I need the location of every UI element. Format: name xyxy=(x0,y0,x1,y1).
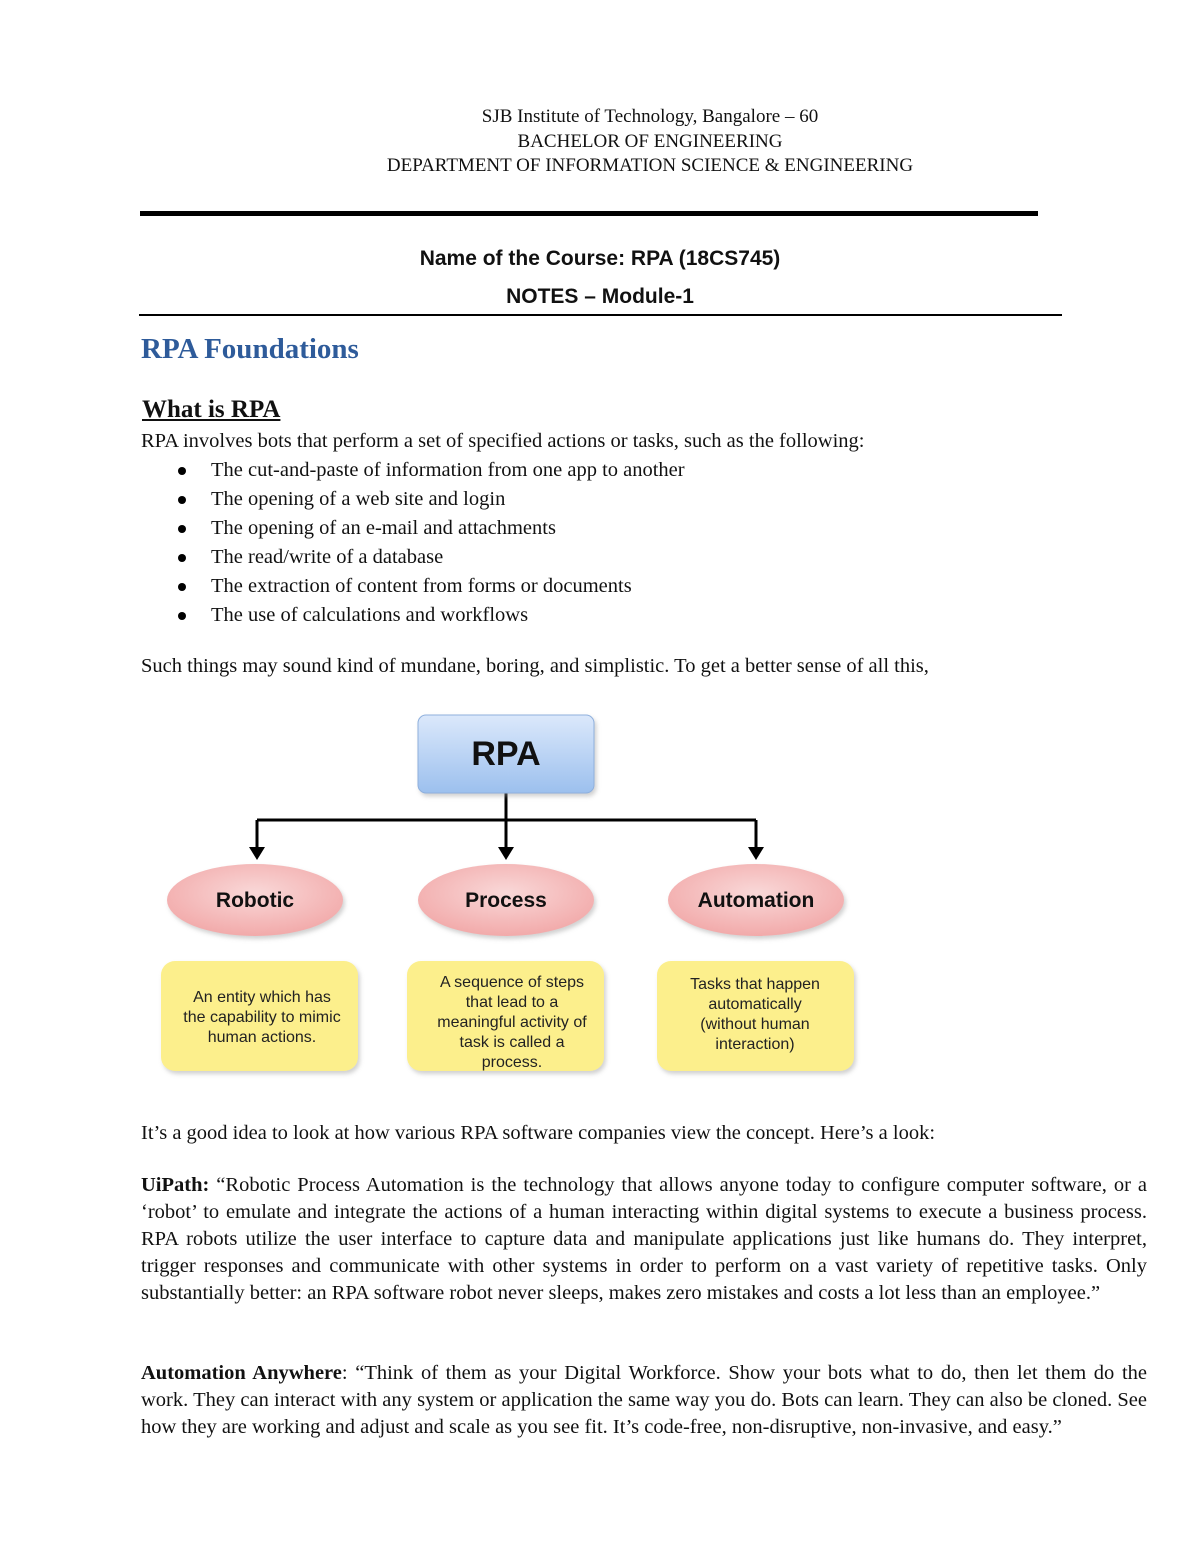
branch-label-automation: Automation xyxy=(697,889,815,912)
course-divider xyxy=(139,314,1062,316)
arrow-down-icon xyxy=(249,847,265,860)
uipath-label: UiPath: xyxy=(141,1174,210,1196)
bullet-icon xyxy=(178,467,186,475)
list-item: The opening of an e-mail and attachments xyxy=(141,514,685,543)
note-line: A sequence of steps xyxy=(439,974,585,991)
note-line: process. xyxy=(481,1054,543,1071)
note-line: An entity which has xyxy=(193,989,331,1006)
bullet-icon xyxy=(178,525,186,533)
uipath-text: “Robotic Process Automation is the technology that allows anyone today to configure computer software, or a ‘robot’ to emulate and integrate the actions of a human interacting within digital systems to execute a business process. RPA robots utilize the user interface to capture data and manipulate applications just like humans do. They interpret, trigger responses and communicate with other systems in order to perform on a vast variety of repetitive tasks. Only substantially better: an RPA software robot never sleeps, makes zero mistakes and costs a lot less than an employee.” xyxy=(141,1174,1147,1304)
mundane-text: Such things may sound kind of mundane, boring, and simplistic. To get a better sense of all this, xyxy=(141,655,929,677)
section-title: RPA Foundations xyxy=(141,333,359,365)
aa-quote xyxy=(141,1360,1147,1441)
aa-label: Automation Anywhere xyxy=(141,1362,342,1384)
arrow-heads xyxy=(249,847,764,860)
module-title: NOTES – Module-1 xyxy=(506,285,694,308)
aa-text: : “Think of them as your Digital Workforce. Show your bots what to do, then let them do the work. They can interact with any system or application the same way you do. Bots can learn. They can also be cloned. See how they are working and adjust and scale as you see fit. It’s code-free, non-disruptive, non-invasive, and easy.” xyxy=(141,1362,1147,1438)
task-list xyxy=(141,456,685,630)
list-item: The use of calculations and workflows xyxy=(141,601,685,630)
header-divider xyxy=(140,211,1038,216)
list-item: The read/write of a database xyxy=(141,543,685,572)
list-item: The cut-and-paste of information from one app to another xyxy=(141,456,685,485)
note-line: task is called a xyxy=(459,1034,565,1051)
list-item: The opening of a web site and login xyxy=(141,485,685,514)
degree-title: BACHELOR OF ENGINEERING xyxy=(517,131,783,152)
branch-label-process: Process xyxy=(465,889,547,912)
branch-label-robotic: Robotic xyxy=(215,889,295,912)
bullet-icon xyxy=(178,583,186,591)
note-line: interaction) xyxy=(715,1036,795,1053)
note-line: human actions. xyxy=(207,1029,317,1046)
rpa-diagram xyxy=(150,705,870,1085)
bullet-icon xyxy=(178,612,186,620)
subsection-title: What is RPA xyxy=(142,396,281,423)
note-line: Tasks that happen xyxy=(690,976,820,993)
connector-lines xyxy=(257,793,756,851)
note-line: automatically xyxy=(708,996,802,1013)
institute-name: SJB Institute of Technology, Bangalore – 60 xyxy=(481,106,819,127)
bullet-icon xyxy=(178,496,186,504)
bullet-icon xyxy=(178,554,186,562)
uipath-quote xyxy=(141,1172,1147,1307)
list-item: The extraction of content from forms or documents xyxy=(141,572,685,601)
note-line: meaningful activity of xyxy=(437,1014,587,1031)
department-title: DEPARTMENT OF INFORMATION SCIENCE & ENGINEERING xyxy=(386,155,914,176)
note-line: (without human xyxy=(700,1016,810,1033)
course-name: Name of the Course: RPA (18CS745) xyxy=(419,247,781,270)
note-line: that lead to a xyxy=(465,994,559,1011)
arrow-down-icon xyxy=(498,847,514,860)
intro-text: RPA involves bots that perform a set of specified actions or tasks, such as the following: xyxy=(141,430,865,452)
note-line: the capability to mimic xyxy=(183,1009,341,1026)
arrow-down-icon xyxy=(748,847,764,860)
root-label: RPA xyxy=(471,735,541,773)
look-text: It’s a good idea to look at how various RPA software companies view the concept. Here’s a look: xyxy=(141,1122,936,1144)
